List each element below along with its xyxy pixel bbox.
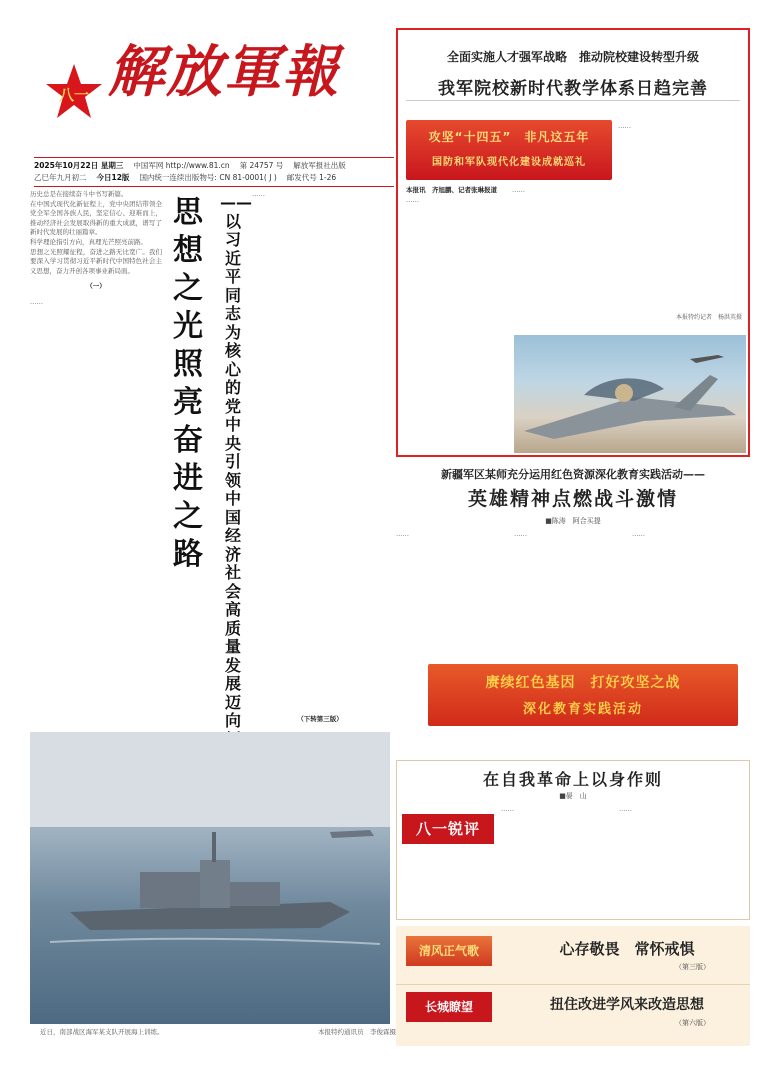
teaser-page-2: （第六版） — [675, 1019, 710, 1027]
postal-code: 邮发代号 1-26 — [286, 173, 337, 182]
issue-date: 2025年10月22日 星期三 — [34, 161, 124, 170]
editorial-body-col1: 历史总是在接续奋斗中书写新篇。 在中国式现代化新征程上，党中央团结带领全党全军全国各族人民，坚定信心、迎难而上，推动经济社会发展取得新的重大成就，谱写了新时代发展的壮丽篇章。 科学理论指引方向，真理光芒照亮前路。 思想之光照耀征程，奋进之路无比宽广。我们要深入学习贯彻习近平新时代中国特色社会主义思想，奋力开创各项事业新局面。 （一） …… — [30, 190, 162, 306]
anniversary-banner — [406, 120, 612, 180]
fighter-jet-icon — [514, 335, 746, 453]
story2-kicker: 新疆军区某师充分运用红色资源深化教育实践活动—— — [441, 468, 705, 481]
essay-body-col2: …… — [619, 805, 632, 813]
issue-number: 第 24757 号 — [239, 161, 284, 170]
photo-credit-lead: 本报特约记者 杨洪英摄 — [675, 314, 742, 321]
essay-author: ■晏 山 — [559, 792, 587, 800]
editorial-vertical-headline: 思想之光照亮奋进之路 — [173, 195, 203, 572]
cn-number: 国内统一连续出版物号: CN 81-0001( J ) — [139, 173, 277, 182]
website: 中国军网 http://www.81.cn — [133, 161, 230, 170]
page-count: 今日12版 — [96, 173, 130, 182]
story2-body-col3: …… — [632, 530, 645, 538]
essay-body-col1: …… — [501, 805, 514, 813]
svg-text:八一: 八一 — [58, 86, 90, 104]
publisher: 解放军报社出版 — [293, 161, 346, 170]
editorial-body-col2: …… — [252, 190, 265, 198]
lead-body-col2: …… — [512, 186, 525, 194]
campaign-line1: 赓续红色基因 打好攻坚之战 — [485, 675, 681, 691]
editorial-vertical-subtitle: ——以习近平同志为核心的党中央引领中国经济社会高质量发展迈向 — [220, 193, 252, 730]
photo-caption: 近日，南部战区海军某支队开展海上训练。 — [40, 1028, 164, 1036]
lead-body-col1: 本报讯 齐旭鹏、记者张琳报道 …… — [406, 186, 506, 452]
inside-pages-teaser — [396, 926, 750, 1046]
banner-line2: 国防和军队现代化建设成就巡礼 — [432, 157, 586, 168]
lead-byline: 本报讯 齐旭鹏、记者张琳报道 — [406, 186, 497, 194]
story2-body-col2: …… — [514, 530, 527, 538]
lunar-date: 乙巳年九月初二 — [34, 173, 87, 182]
story2-byline: ■陈涛 阿合买提 — [545, 517, 601, 525]
teaser-tag-2: 长城瞭望 — [406, 992, 492, 1022]
banner-line1: 攻坚“十四五” 非凡这五年 — [428, 130, 590, 144]
warship-icon — [30, 732, 390, 1024]
photo-credit: 本报特约通讯员 李俊霖摄 — [318, 1028, 396, 1036]
essay-title: 在自我革命上以身作则 — [482, 770, 663, 789]
lead-body-col3: …… — [618, 122, 631, 130]
campaign-line2: 深化教育实践活动 — [522, 702, 643, 717]
lead-story-box — [396, 28, 750, 457]
masthead-info — [34, 157, 394, 187]
newspaper-logo: 解放軍報 — [108, 39, 340, 105]
story2-body-col1: …… — [396, 530, 409, 538]
section-marker: （一） — [86, 282, 106, 291]
teaser-tag-1: 清风正气歌 — [406, 936, 492, 966]
lead-kicker: 全面实施人才强军战略 推动院校建设转型升级 — [446, 50, 699, 64]
naval-ship-photo — [30, 732, 390, 1024]
story2-headline: 英雄精神点燃战斗激情 — [467, 488, 678, 510]
lead-headline: 我军院校新时代教学体系日趋完善 — [438, 79, 708, 99]
star-emblem-icon — [44, 62, 104, 122]
teaser-title-1[interactable]: 心存敬畏 常怀戒惧 — [559, 940, 695, 958]
campaign-banner — [428, 664, 738, 726]
column-logo: 八一锐评 — [402, 814, 494, 844]
teaser-page-1: （第三版） — [675, 963, 710, 971]
continued-note: （下转第三版） — [297, 715, 343, 723]
teaser-title-2[interactable]: 扭住改进学风来改造思想 — [550, 997, 704, 1013]
fighter-jet-photo — [514, 335, 746, 453]
